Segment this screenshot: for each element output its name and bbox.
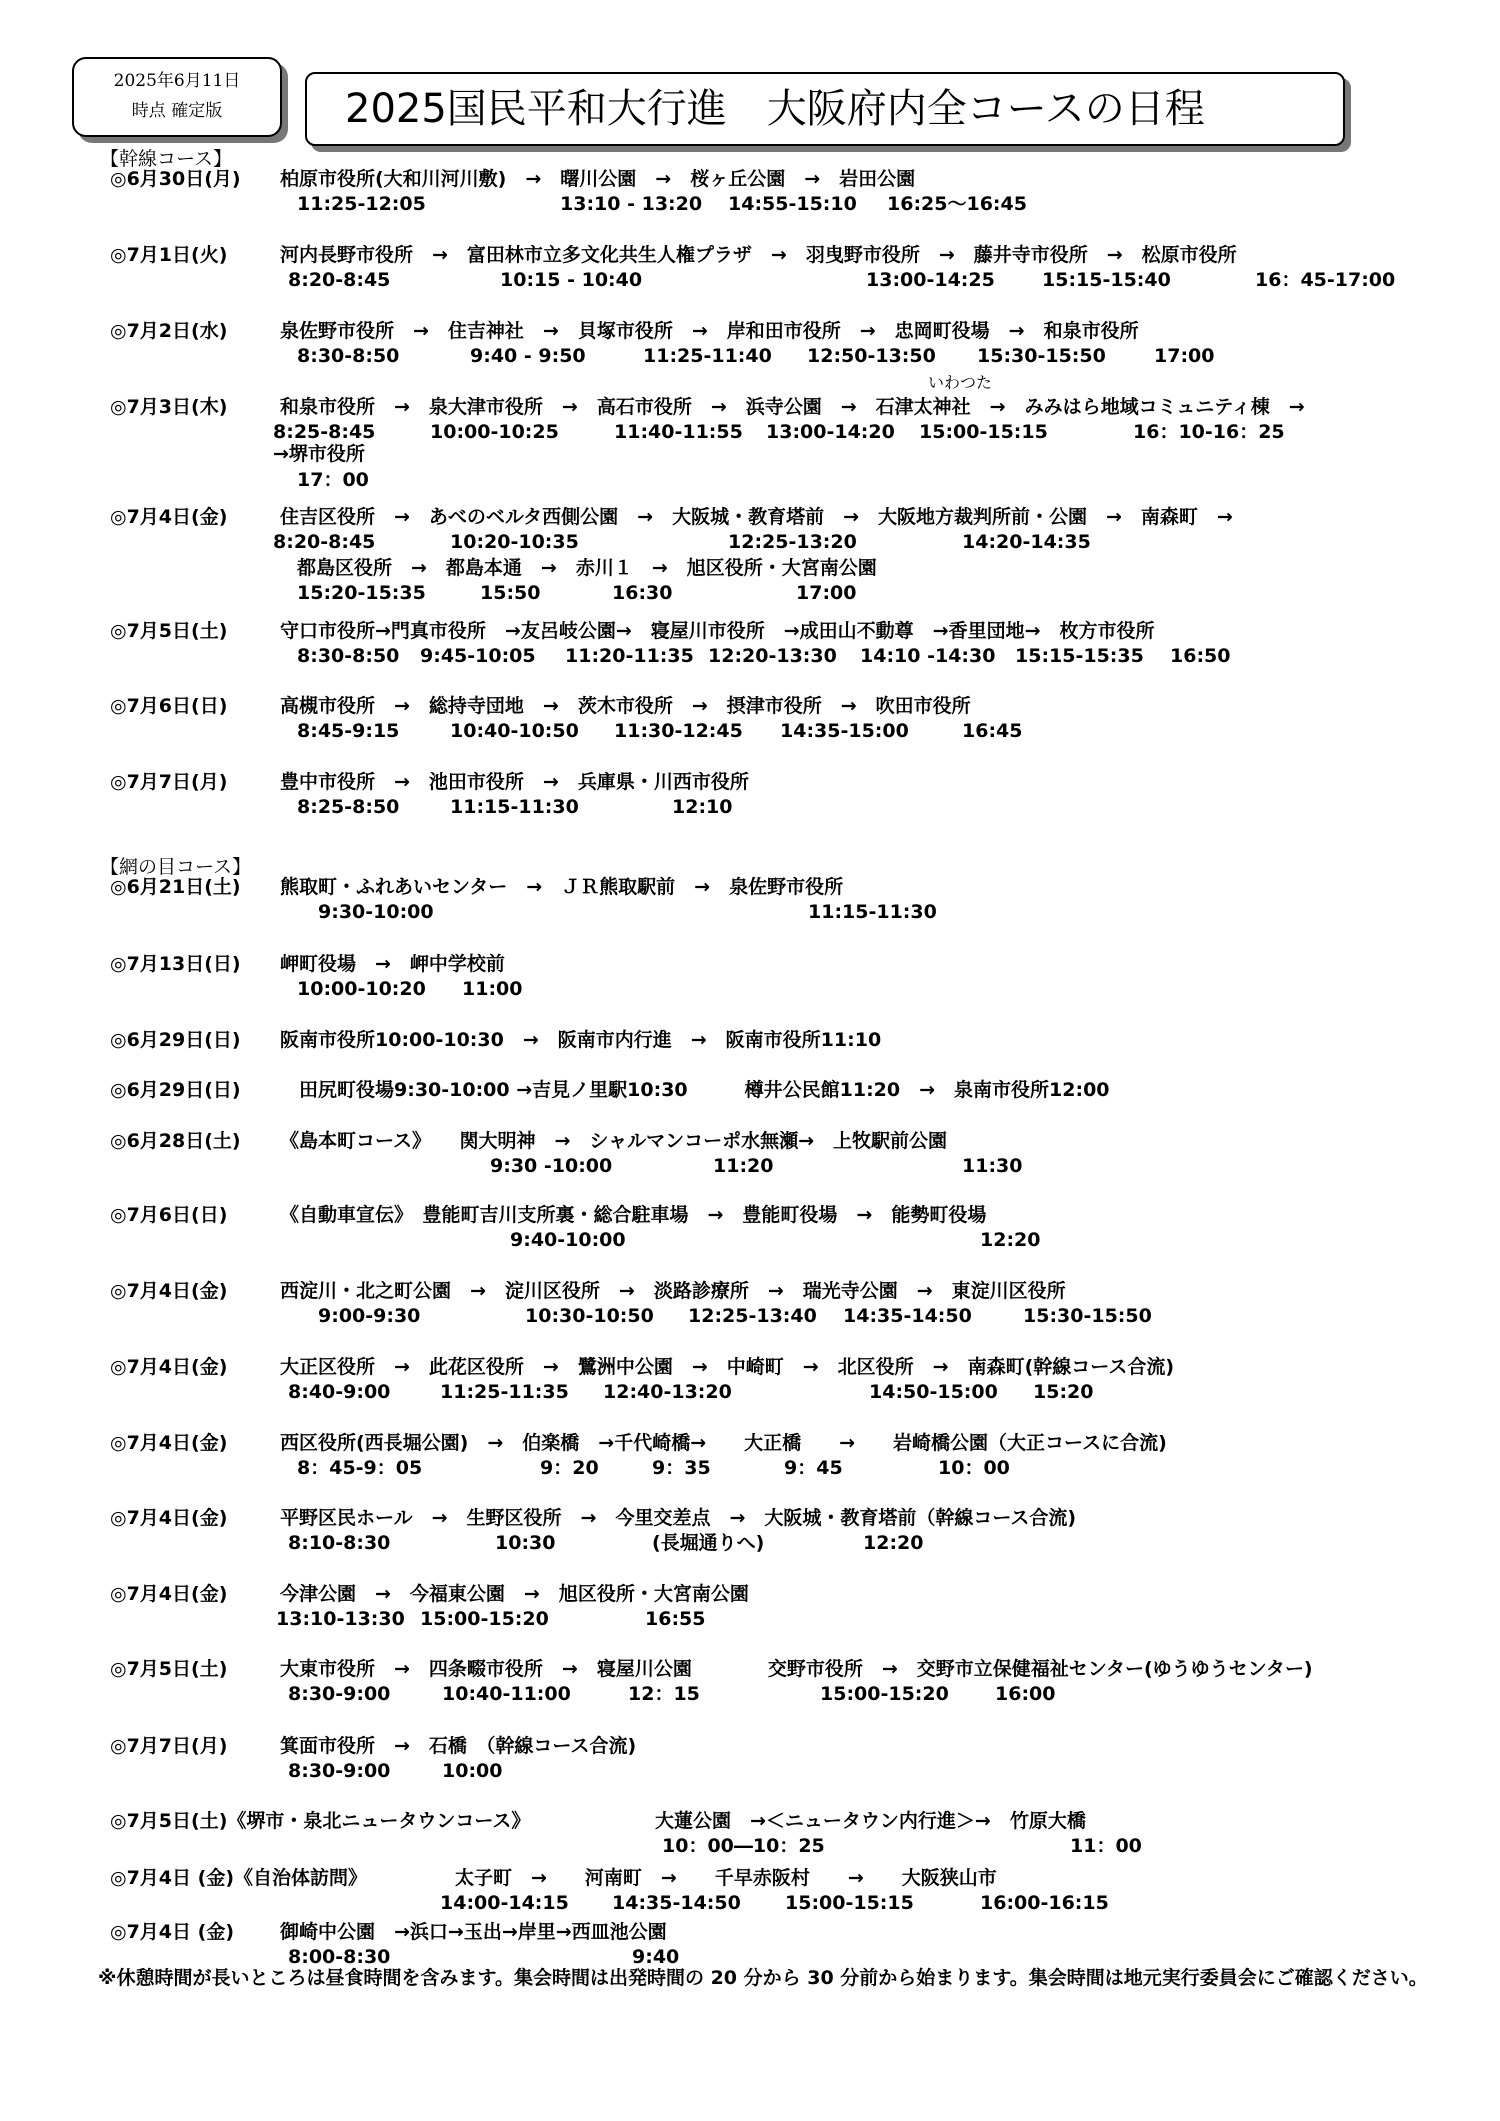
entry-route: 西淀川・北之町公園 → 淀川区役所 → 淡路診療所 → 瑞光寺公園 → 東淀川区役所 <box>280 1280 1066 1302</box>
entry-time: 11:40-11:55 <box>614 421 743 443</box>
entry-time: 12:25-13:20 <box>728 531 857 553</box>
entry-date: ◎7月7日(月) <box>110 1735 228 1757</box>
entry-time: 10:30 <box>495 1532 556 1554</box>
entry-time: 9:40-10:00 <box>510 1229 626 1251</box>
entry-time: 9：45 <box>784 1457 843 1479</box>
entry-time: 13:10 - 13:20 <box>560 193 703 215</box>
entry-time: 8:00-8:30 <box>288 1946 391 1968</box>
entry-route: 田尻町役場9:30-10:00 →吉見ノ里駅10:30 樽井公民館11:20 → 泉南市役所12:00 <box>280 1079 1110 1101</box>
entry-time: 16：10-16：25 <box>1133 421 1285 443</box>
entry-date: ◎7月4日(金) <box>110 506 228 528</box>
entry-date: ◎7月4日 (金) <box>110 1921 235 1943</box>
entry-time: 10:30-10:50 <box>525 1305 654 1327</box>
entry-time: 15:00-15:20 <box>420 1608 549 1630</box>
entry-time: 12:50-13:50 <box>807 345 936 367</box>
entry-time: 15:20-15:35 <box>297 582 426 604</box>
entry-route: 大正区役所 → 此花区役所 → 鷺洲中公園 → 中崎町 → 北区役所 → 南森町(幹線コース合流) <box>280 1356 1175 1378</box>
reading-ruby: いわつた <box>928 373 993 392</box>
entry-time: 16：45-17:00 <box>1255 269 1396 291</box>
entry-date: ◎7月2日(水) <box>110 320 228 342</box>
entry-time: 11:25-12:05 <box>297 193 426 215</box>
entry-route: 河内長野市役所 → 富田林市立多文化共生人権プラザ → 羽曳野市役所 → 藤井寺市役所 → 松原市役所 <box>280 244 1237 266</box>
entry-time: 8:30-8:50 <box>297 645 400 667</box>
entry-route: 平野区民ホール → 生野区役所 → 今里交差点 → 大阪城・教育塔前（幹線コース合流) <box>280 1507 1077 1529</box>
entry-route: 西区役所(西長堀公園) → 伯楽橋 →千代崎橋→ 大正橋 → 岩崎橋公園（大正コースに合流) <box>280 1432 1167 1454</box>
entry-time: 8:30-8:50 <box>297 345 400 367</box>
entry-time: 11:25-11:40 <box>643 345 772 367</box>
entry-route: 《自動車宣伝》 豊能町吉川支所裏・総合駐車場 → 豊能町役場 → 能勢町役場 <box>280 1204 987 1226</box>
entry-date: ◎7月4日(金) <box>110 1507 228 1529</box>
entry-time: 9:00-9:30 <box>318 1305 421 1327</box>
entry-time: 17:00 <box>1154 345 1215 367</box>
entry-time: 14:50-15:00 <box>869 1381 998 1403</box>
entry-time: 11：00 <box>1070 1835 1142 1857</box>
entry-date: ◎7月1日(火) <box>110 244 228 266</box>
section-heading-trunk: 【幹線コース】 <box>100 148 233 170</box>
entry-route: 和泉市役所 → 泉大津市役所 → 高石市役所 → 浜寺公園 → 石津太神社 → みみはら地域コミュニティ棟 → <box>280 396 1305 418</box>
entry-time: 13:00-14:25 <box>866 269 995 291</box>
entry-date: ◎7月4日(金) <box>110 1356 228 1378</box>
entry-route: 今津公園 → 今福東公園 → 旭区役所・大宮南公園 <box>280 1583 749 1605</box>
entry-time: 11:30 <box>962 1155 1023 1177</box>
entry-time: 15:00-15:15 <box>919 421 1048 443</box>
entry-time: 15:00-15:15 <box>785 1892 914 1914</box>
entry-time: 14:35-15:00 <box>780 720 909 742</box>
entry-time: 10:15 - 10:40 <box>500 269 643 291</box>
entry-time: 9：20 <box>540 1457 599 1479</box>
entry-date: ◎7月4日(金) <box>110 1583 228 1605</box>
entry-time: 8:25-8:45 <box>273 421 376 443</box>
entry-time: 15:15-15:40 <box>1042 269 1171 291</box>
entry-time: 14:35-14:50 <box>843 1305 972 1327</box>
entry-time: 10：00 <box>938 1457 1010 1479</box>
entry-time: 12：15 <box>628 1683 700 1705</box>
entry-time: 10:20-10:35 <box>450 531 579 553</box>
entry-date: ◎7月4日(金) <box>110 1432 228 1454</box>
entry-time: 12:20 <box>863 1532 924 1554</box>
entry-route: 住吉区役所 → あべのベルタ西側公園 → 大阪城・教育塔前 → 大阪地方裁判所前・公園 → 南森町 → <box>280 506 1233 528</box>
entry-time: 10:00-10:25 <box>430 421 559 443</box>
entry-time: 8:45-9:15 <box>297 720 400 742</box>
entry-time: 9:30 -10:00 <box>490 1155 613 1177</box>
entry-route: 守口市役所→門真市役所 →友呂岐公園→ 寝屋川市役所 →成田山不動尊 →香里団地→ 枚方市役所 <box>280 620 1155 642</box>
entry-time: 11:00 <box>462 978 523 1000</box>
entry-date: ◎7月13日(日) <box>110 953 241 975</box>
entry-time: 16:30 <box>612 582 673 604</box>
entry-time: 12:20-13:30 <box>708 645 837 667</box>
entry-time: 15:20 <box>1033 1381 1094 1403</box>
entry-time: 10:40-11:00 <box>442 1683 571 1705</box>
entry-date: ◎7月4日 (金)《自治体訪問》 <box>110 1867 368 1889</box>
entry-time: 15:30-15:50 <box>977 345 1106 367</box>
entry-time: 11:30-12:45 <box>614 720 743 742</box>
entry-date: ◎7月3日(木) <box>110 396 228 418</box>
entry-time: 9:40 - 9:50 <box>470 345 586 367</box>
entry-time: 8:25-8:50 <box>297 796 400 818</box>
entry-date: ◎7月6日(日) <box>110 695 228 717</box>
entry-time: 15:15-15:35 <box>1015 645 1144 667</box>
entry-date: ◎7月7日(月) <box>110 771 228 793</box>
entry-time: 14:10 -14:30 <box>860 645 996 667</box>
entry-route-continued: 都島区役所 → 都島本通 → 赤川１ → 旭区役所・大宮南公園 <box>297 557 877 579</box>
entry-time: 17:00 <box>796 582 857 604</box>
entry-time: 12:10 <box>672 796 733 818</box>
entry-time: 15:30-15:50 <box>1023 1305 1152 1327</box>
entry-time: 14:20-14:35 <box>962 531 1091 553</box>
entry-time: 16:50 <box>1170 645 1231 667</box>
entry-time: 14:35-14:50 <box>612 1892 741 1914</box>
entry-time: 11:15-11:30 <box>450 796 579 818</box>
entry-time: 15:50 <box>480 582 541 604</box>
entry-time: 9:40 <box>632 1946 680 1968</box>
entry-route: 大蓮公園 →＜ニュータウン内行進＞→ 竹原大橋 <box>655 1810 1086 1832</box>
entry-time: 15:00-15:20 <box>820 1683 949 1705</box>
version-badge <box>72 57 282 137</box>
entry-time: 11:15-11:30 <box>808 901 937 923</box>
badge-date: 2025年6月11日 <box>113 71 241 91</box>
entry-route: 阪南市役所10:00-10:30 → 阪南市内行進 → 阪南市役所11:10 <box>280 1029 882 1051</box>
entry-route: 箕面市役所 → 石橋 （幹線コース合流) <box>280 1735 637 1757</box>
entry-time: 10:00-10:20 <box>297 978 426 1000</box>
entry-time: (長堀通りへ) <box>652 1532 765 1554</box>
entry-route: 太子町 → 河南町 → 千早赤阪村 → 大阪狭山市 <box>455 1867 997 1889</box>
entry-time: 16:45 <box>962 720 1023 742</box>
entry-time: 12:25-13:40 <box>688 1305 817 1327</box>
entry-time: 11:20-11:35 <box>565 645 694 667</box>
entry-time: 12:20 <box>980 1229 1041 1251</box>
entry-route: 柏原市役所(大和川河川敷) → 曙川公園 → 桜ヶ丘公園 → 岩田公園 <box>280 168 916 190</box>
entry-time: 16:00 <box>995 1683 1056 1705</box>
footnote: ※休憩時間が長いところは昼食時間を含みます。集会時間は出発時間の 20 分から 30 分前から始まります。集会時間は地元実行委員会にご確認ください。 <box>98 1967 1428 1989</box>
entry-date: ◎6月30日(月) <box>110 168 241 190</box>
entry-date: ◎7月4日(金) <box>110 1280 228 1302</box>
section-heading-net: 【網の目コース】 <box>100 856 252 878</box>
entry-date: ◎6月29日(日) <box>110 1079 241 1101</box>
entry-time: 9:30-10:00 <box>318 901 434 923</box>
entry-date: ◎7月5日(土) <box>110 1658 228 1680</box>
entry-route: 高槻市役所 → 総持寺団地 → 茨木市役所 → 摂津市役所 → 吹田市役所 <box>280 695 971 717</box>
entry-time: 13:00-14:20 <box>766 421 895 443</box>
entry-route: 大東市役所 → 四条畷市役所 → 寝屋川公園 交野市役所 → 交野市立保健福祉センター(ゆうゆうセンター) <box>280 1658 1313 1680</box>
entry-date: ◎7月5日(土)《堺市・泉北ニュータウンコース》 <box>110 1810 531 1832</box>
entry-time: 13:10-13:30 <box>276 1608 405 1630</box>
entry-time: 16:25～16:45 <box>887 193 1027 215</box>
entry-route: 御崎中公園 →浜口→玉出→岸里→西皿池公園 <box>280 1921 667 1943</box>
entry-route: 岬町役場 → 岬中学校前 <box>280 953 505 975</box>
entry-time: 11:25-11:35 <box>440 1381 569 1403</box>
entry-time: 16:00-16:15 <box>980 1892 1109 1914</box>
entry-time: 8:20-8:45 <box>273 531 376 553</box>
entry-time: 14:55-15:10 <box>728 193 857 215</box>
entry-time: 9:45-10:05 <box>420 645 536 667</box>
entry-route-continued: →堺市役所 <box>273 443 365 465</box>
entry-route: 《島本町コース》 関大明神 → シャルマンコーポ水無瀬→ 上牧駅前公園 <box>280 1130 948 1152</box>
entry-time: 12:40-13:20 <box>603 1381 732 1403</box>
page-title: 2025国民平和大行進 大阪府内全コースの日程 <box>305 72 1345 146</box>
entry-time: 8：45-9：05 <box>297 1457 423 1479</box>
entry-date: ◎6月29日(日) <box>110 1029 241 1051</box>
entry-time: 8:40-9:00 <box>288 1381 391 1403</box>
entry-time: 8:10-8:30 <box>288 1532 391 1554</box>
entry-time: 16:55 <box>645 1608 706 1630</box>
entry-time: 8:30-9:00 <box>288 1683 391 1705</box>
entry-time: 10:40-10:50 <box>450 720 579 742</box>
entry-time: 10:00 <box>442 1760 503 1782</box>
entry-date: ◎6月21日(土) <box>110 876 241 898</box>
badge-status: 時点 確定版 <box>131 101 223 121</box>
entry-date: ◎7月6日(日) <box>110 1204 228 1226</box>
entry-time: 9：35 <box>652 1457 711 1479</box>
entry-route: 熊取町・ふれあいセンター → ＪＲ熊取駅前 → 泉佐野市役所 <box>280 876 844 898</box>
entry-date: ◎7月5日(土) <box>110 620 228 642</box>
entry-date: ◎6月28日(土) <box>110 1130 241 1152</box>
entry-route: 泉佐野市役所 → 住吉神社 → 貝塚市役所 → 岸和田市役所 → 忠岡町役場 → 和泉市役所 <box>280 320 1139 342</box>
entry-time: 11:20 <box>713 1155 774 1177</box>
entry-time: 14:00-14:15 <box>440 1892 569 1914</box>
entry-time: 8:30-9:00 <box>288 1760 391 1782</box>
entry-route: 豊中市役所 → 池田市役所 → 兵庫県・川西市役所 <box>280 771 749 793</box>
entry-time: 17：00 <box>297 469 369 491</box>
entry-time: 10：00―10：25 <box>662 1835 825 1857</box>
entry-time: 8:20-8:45 <box>288 269 391 291</box>
